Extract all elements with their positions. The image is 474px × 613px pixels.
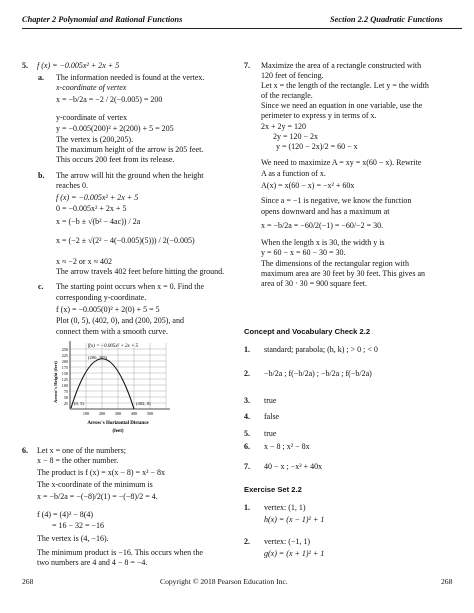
text-line: maximum area are 30 feet by 30 feet. This gives an bbox=[261, 269, 426, 278]
text-line: opens downward and has a maximum at bbox=[261, 207, 390, 216]
item-number: 2. bbox=[244, 537, 250, 546]
item-number: 1. bbox=[244, 503, 250, 512]
text-line: We need to maximize A = xy = x(60 − x). Rewrite bbox=[261, 158, 422, 167]
text-line: The vertex is (4, −16). bbox=[37, 534, 109, 543]
part-a-label: a. bbox=[38, 73, 44, 82]
text-line: Let x = the length of the rectangle. Let y = the width bbox=[261, 81, 429, 90]
y-tick: 125 bbox=[61, 377, 68, 382]
text-line: Let x = one of the numbers; bbox=[37, 446, 126, 455]
end-point-label: (402, 0) bbox=[136, 401, 151, 406]
item-number: 3. bbox=[244, 396, 250, 405]
text-line: The information needed is found at the vertex. bbox=[56, 73, 205, 82]
equation: 2x + 2y = 120 bbox=[261, 122, 307, 131]
text-line: This occurs 200 feet from its release. bbox=[56, 155, 175, 164]
text-line: area of 30 · 30 = 900 square feet. bbox=[261, 279, 368, 288]
x-axis-unit: (feet) bbox=[112, 429, 124, 434]
part-c-label: c. bbox=[38, 282, 44, 291]
equation: x = −b/2a = −60/2(−1) = −60/−2 = 30. bbox=[261, 221, 384, 230]
equation: y = (120 − 2x)/2 = 60 − x bbox=[276, 142, 358, 151]
text-line: The minimum product is −16. This occurs when the bbox=[37, 548, 203, 557]
text-line: 120 feet of fencing. bbox=[261, 71, 324, 80]
text-line: The starting point occurs when x = 0. Find the bbox=[56, 282, 205, 291]
text-line: A as a function of x. bbox=[261, 169, 326, 178]
page-number-right: 268 bbox=[441, 577, 453, 586]
item-number: 6. bbox=[244, 442, 250, 451]
equation: 0 = −0.005x² + 2x + 5 bbox=[56, 204, 127, 213]
text-line: Maximize the area of a rectangle constructed with bbox=[261, 61, 422, 70]
text-line: y-coordinate of vertex bbox=[56, 113, 128, 122]
item-number: 7. bbox=[244, 462, 250, 471]
part-b-label: b. bbox=[38, 171, 45, 180]
answer: 40 − x ; −x² + 40x bbox=[264, 462, 323, 471]
equation: x = (−2 ± √(2² − 4(−0.005)(5))) / 2(−0.005) bbox=[56, 236, 195, 245]
text-line: The arrow will hit the ground when the height bbox=[56, 171, 204, 180]
text-line: of the rectangle. bbox=[261, 91, 313, 100]
x-tick: 100 bbox=[82, 411, 90, 416]
answer: true bbox=[264, 396, 277, 405]
text-line: The product is f (x) = x(x − 8) = x² − 8x bbox=[37, 468, 165, 477]
start-point-label: (0, 5) bbox=[74, 401, 84, 406]
answer: vertex: (1, 1) bbox=[264, 503, 306, 512]
y-axis-title: Arrow's Height (feet) bbox=[53, 361, 58, 403]
page-number-left: 268 bbox=[22, 577, 34, 586]
text-line: Since we need an equation in one variable, use the bbox=[261, 101, 423, 110]
text-line: y = 60 − x = 60 − 30 = 30. bbox=[261, 248, 346, 257]
x-tick: 500 bbox=[146, 411, 154, 416]
y-tick: 175 bbox=[61, 365, 68, 370]
text-line: x − 8 = the other number. bbox=[37, 456, 119, 465]
y-tick: 225 bbox=[61, 353, 68, 358]
text-line: perimeter to express y in terms of x. bbox=[261, 111, 377, 120]
text-line: The vertex is (200,205). bbox=[56, 135, 134, 144]
item-number: 2. bbox=[244, 369, 250, 378]
x-tick-labels bbox=[83, 411, 153, 416]
graph-grid bbox=[70, 343, 166, 409]
vertex-label: (200, 205) bbox=[88, 355, 108, 360]
equation: A(x) = x(60 − x) = −x² + 60x bbox=[261, 181, 355, 190]
answer: false bbox=[264, 412, 280, 421]
y-tick: 250 bbox=[61, 347, 68, 352]
equation: f (4) = (4)² − 8(4) bbox=[37, 510, 94, 519]
text-line: The maximum height of the arrow is 205 feet. bbox=[56, 145, 204, 154]
text-line: The arrow travels 402 feet before hitting the ground. bbox=[56, 267, 225, 276]
answer: h(x) = (x − 1)² + 1 bbox=[264, 515, 325, 524]
y-tick: 25 bbox=[63, 401, 68, 406]
answer: standard; parabola; (h, k) ; > 0 ; < 0 bbox=[264, 345, 378, 354]
y-tick: 100 bbox=[61, 383, 68, 388]
y-tick: 150 bbox=[61, 371, 68, 376]
x-tick: 400 bbox=[130, 411, 138, 416]
graph-svg bbox=[44, 337, 230, 437]
text-line: Plot (0, 5), (402, 0), and (200, 205), and bbox=[56, 316, 184, 325]
equation: x = −b/2a = −2 / 2(−0.005) = 200 bbox=[56, 95, 163, 104]
item-number: 5. bbox=[244, 429, 250, 438]
y-tick: 50 bbox=[63, 395, 68, 400]
section-title: Concept and Vocabulary Check 2.2 bbox=[244, 327, 371, 336]
answer: vertex: (−1, 1) bbox=[264, 537, 311, 546]
text-line: The x-coordinate of the minimum is bbox=[37, 480, 153, 489]
equation: x = (−b ± √(b² − 4ac)) / 2a bbox=[56, 217, 141, 226]
text-line: reaches 0. bbox=[56, 181, 88, 190]
equation: f (x) = −0.005x² + 2x + 5 bbox=[56, 193, 139, 202]
text-line: connect them with a smooth curve. bbox=[56, 327, 168, 336]
text-line: two numbers are 4 and 4 − 8 = −4. bbox=[37, 558, 148, 567]
answer: g(x) = (x + 1)² + 1 bbox=[264, 549, 325, 558]
header-left: Chapter 2 Polynomial and Rational Functions bbox=[22, 15, 183, 24]
section-title: Exercise Set 2.2 bbox=[244, 485, 302, 494]
answer: true bbox=[264, 429, 277, 438]
text-line: x-coordinate of vertex bbox=[56, 83, 127, 92]
text-line: The dimensions of the rectangular region with bbox=[261, 259, 409, 268]
equation: f (x) = −0.005(0)² + 2(0) + 5 = 5 bbox=[56, 305, 160, 314]
item-number: 4. bbox=[244, 412, 250, 421]
equation: x ≈ −2 or x ≈ 402 bbox=[56, 257, 112, 266]
answer: x − 8 ; x² − 8x bbox=[264, 442, 310, 451]
text-line: corresponding y-coordinate. bbox=[56, 293, 147, 302]
equation: x = −b/2a = −(−8)/2(1) = −(−8)/2 = 4. bbox=[37, 492, 158, 501]
problem-number: 5. bbox=[22, 61, 28, 70]
header-rule bbox=[22, 28, 462, 29]
equation: y = −0.005(200)² + 2(200) + 5 = 205 bbox=[56, 124, 174, 133]
answer: −b/2a ; f(−b/2a) ; −b/2a ; f(−b/2a) bbox=[264, 369, 372, 378]
y-tick: 75 bbox=[63, 389, 68, 394]
x-tick: 300 bbox=[114, 411, 122, 416]
y-tick-labels bbox=[62, 347, 68, 406]
x-tick: 200 bbox=[98, 411, 106, 416]
header-right: Section 2.2 Quadratic Functions bbox=[330, 15, 443, 24]
x-axis-title: Arrow's Horizontal Distance bbox=[87, 421, 149, 426]
text-line: When the length x is 30, the width y is bbox=[261, 238, 385, 247]
arrow-graph bbox=[44, 337, 230, 437]
text-line: Since a = −1 is negative, we know the function bbox=[261, 196, 412, 205]
equation: 2y = 120 − 2x bbox=[273, 132, 319, 141]
item-number: 1. bbox=[244, 345, 250, 354]
problem-number: 6. bbox=[22, 446, 28, 455]
function-label: f(x) = −0.005x² + 2x + 5 bbox=[88, 344, 139, 349]
function-def: f (x) = −0.005x² + 2x + 5 bbox=[37, 61, 120, 70]
problem-number: 7. bbox=[244, 61, 250, 70]
copyright: Copyright © 2018 Pearson Education Inc. bbox=[160, 577, 288, 586]
y-tick: 200 bbox=[61, 359, 68, 364]
equation: = 16 − 32 = −16 bbox=[52, 521, 105, 530]
